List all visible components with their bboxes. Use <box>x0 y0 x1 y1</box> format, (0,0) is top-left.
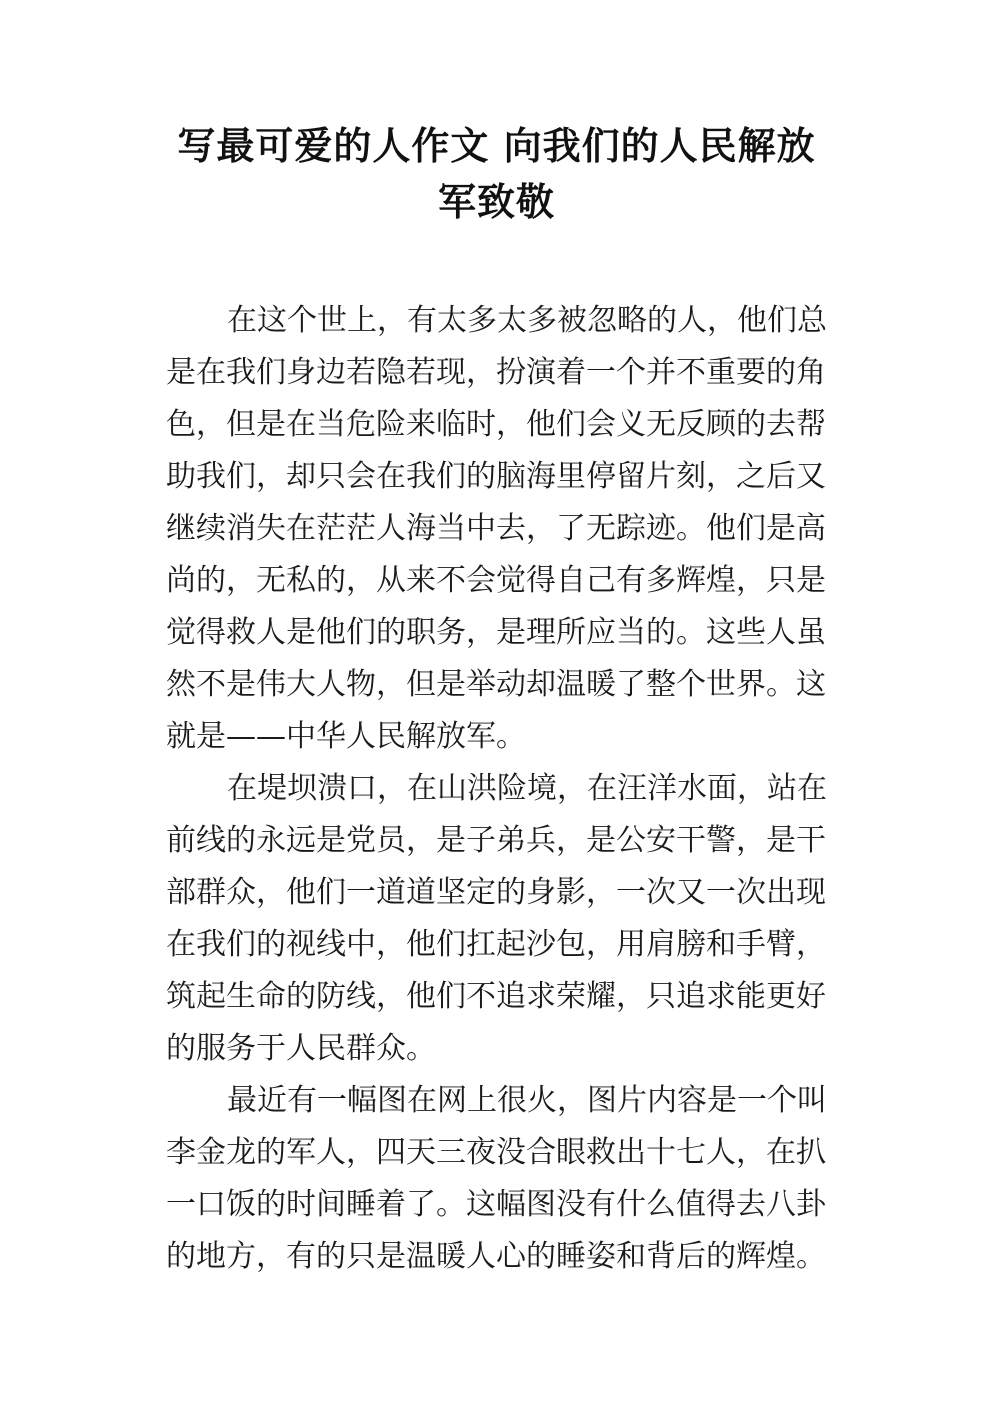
text-line: 李金龙的军人，四天三夜没合眼救出十七人，在扒 <box>166 1135 826 1170</box>
text-line: 是在我们身边若隐若现，扮演着一个并不重要的角 <box>166 355 826 390</box>
text-line: 在堤坝溃口，在山洪险境，在汪洋水面，站在 <box>227 771 827 806</box>
paragraph-3 <box>166 1075 826 1283</box>
text-line: 筑起生命的防线，他们不追求荣耀，只追求能更好 <box>166 979 826 1014</box>
title-line-1: 写最可爱的人作文 向我们的人民解放 <box>177 124 816 168</box>
text-line: 继续消失在茫茫人海当中去，了无踪迹。他们是高 <box>166 511 826 546</box>
text-line: 色，但是在当危险来临时，他们会义无反顾的去帮 <box>166 407 826 442</box>
text-line: 在我们的视线中，他们扛起沙包，用肩膀和手臂， <box>166 927 826 962</box>
text-line: 助我们，却只会在我们的脑海里停留片刻，之后又 <box>166 459 826 494</box>
text-line: 的服务于人民群众。 <box>166 1031 436 1066</box>
text-line: 一口饭的时间睡着了。这幅图没有什么值得去八卦 <box>166 1187 826 1222</box>
title-line-2: 军致敬 <box>437 180 555 224</box>
text-line: 最近有一幅图在网上很火，图片内容是一个叫 <box>227 1083 827 1118</box>
text-line: 部群众，他们一道道坚定的身影，一次又一次出现 <box>166 875 826 910</box>
paragraph-2 <box>166 763 826 1075</box>
text-line: 就是——中华人民解放军。 <box>166 719 526 754</box>
paragraph-1 <box>166 295 826 763</box>
text-line: 的地方，有的只是温暖人心的睡姿和背后的辉煌。 <box>166 1239 826 1274</box>
text-line: 然不是伟大人物，但是举动却温暖了整个世界。这 <box>166 667 826 702</box>
text-line: 前线的永远是党员，是子弟兵，是公安干警，是干 <box>166 823 826 858</box>
text-line: 在这个世上，有太多太多被忽略的人，他们总 <box>227 303 827 338</box>
document-title <box>150 118 843 230</box>
text-line: 觉得救人是他们的职务，是理所应当的。这些人虽 <box>166 615 826 650</box>
document-body <box>166 295 826 1283</box>
text-line: 尚的，无私的，从来不会觉得自己有多辉煌，只是 <box>166 563 826 598</box>
